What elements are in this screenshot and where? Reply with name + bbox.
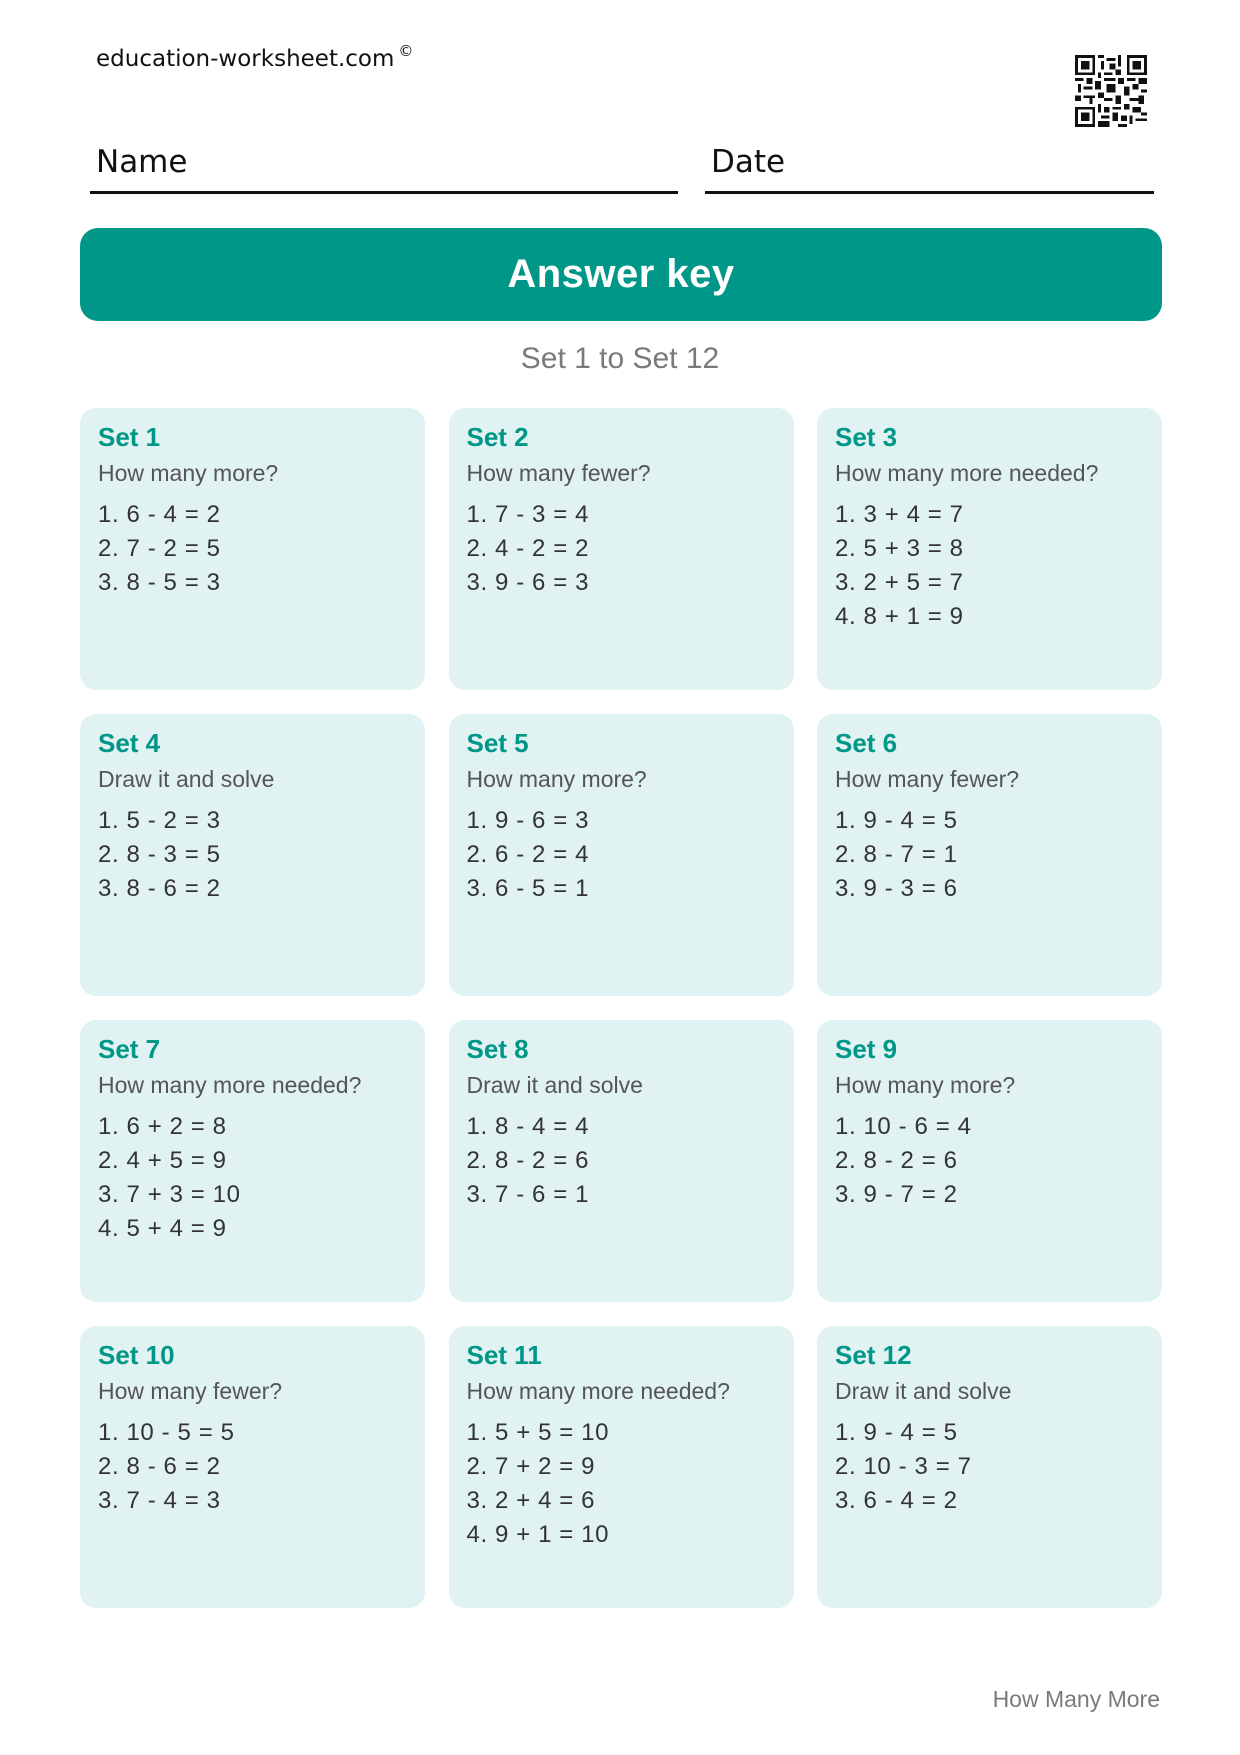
set-title: Set 12	[835, 1340, 912, 1370]
set-subtitle: How many more?	[98, 460, 279, 486]
problem-item: 2. 7 - 2 = 5	[98, 535, 221, 562]
set-card	[817, 714, 1162, 996]
problem-item: 1. 5 + 5 = 10	[466, 1419, 610, 1446]
set-subtitle: How many more needed?	[835, 460, 1099, 486]
problem-item: 2. 10 - 3 = 7	[835, 1453, 972, 1480]
answer-sets-grid	[80, 408, 1162, 1608]
set-subtitle: How many more needed?	[98, 1072, 362, 1098]
set-card	[80, 1020, 425, 1302]
set-card	[80, 714, 425, 996]
set-subtitle: Draw it and solve	[466, 1072, 643, 1098]
problem-item: 1. 10 - 6 = 4	[835, 1113, 972, 1140]
set-title: Set 4	[98, 728, 161, 758]
set-card	[817, 1020, 1162, 1302]
set-card	[449, 714, 794, 996]
problem-item: 2. 4 + 5 = 9	[98, 1147, 227, 1174]
set-subtitle: How many more needed?	[466, 1378, 730, 1404]
name-label: Name	[96, 144, 188, 180]
set-title: Set 3	[835, 422, 898, 452]
problem-list	[467, 1110, 776, 1212]
set-title: Set 6	[835, 728, 898, 758]
set-title: Set 8	[466, 1034, 529, 1064]
problem-item: 3. 7 - 6 = 1	[466, 1181, 590, 1208]
sets-range-subtitle: Set 1 to Set 12	[520, 342, 720, 375]
problem-item: 1. 5 - 2 = 3	[98, 807, 221, 834]
problem-item: 3. 9 - 3 = 6	[835, 875, 958, 902]
set-subtitle: How many fewer?	[98, 1378, 283, 1404]
problem-item: 3. 7 - 4 = 3	[98, 1487, 221, 1514]
problem-item: 2. 4 - 2 = 2	[466, 535, 590, 562]
problem-item: 2. 7 + 2 = 9	[466, 1453, 596, 1480]
problem-list	[835, 498, 1144, 634]
set-card	[817, 408, 1162, 690]
problem-item: 3. 6 - 4 = 2	[835, 1487, 958, 1514]
set-subtitle: How many more?	[466, 766, 647, 792]
problem-list	[98, 804, 407, 906]
problem-item: 1. 3 + 4 = 7	[835, 501, 964, 528]
set-subtitle: Draw it and solve	[98, 766, 275, 792]
problem-item: 3. 9 - 6 = 3	[466, 569, 590, 596]
set-title: Set 10	[98, 1340, 175, 1370]
problem-list	[835, 804, 1144, 906]
set-title: Set 2	[466, 422, 529, 452]
date-field[interactable]	[705, 140, 1154, 194]
set-card	[449, 1020, 794, 1302]
set-card	[80, 1326, 425, 1608]
problem-item: 2. 8 - 7 = 1	[835, 841, 958, 868]
copyright-symbol: ©	[398, 42, 414, 60]
set-title: Set 5	[466, 728, 529, 758]
problem-item: 1. 9 - 4 = 5	[835, 807, 958, 834]
name-field[interactable]	[90, 140, 678, 194]
set-subtitle: How many more?	[835, 1072, 1016, 1098]
problem-item: 3. 7 + 3 = 10	[98, 1181, 241, 1208]
set-title: Set 1	[98, 422, 161, 452]
problem-item: 1. 8 - 4 = 4	[466, 1113, 590, 1140]
set-subtitle: How many fewer?	[835, 766, 1020, 792]
problem-item: 2. 6 - 2 = 4	[466, 841, 590, 868]
problem-item: 1. 6 - 4 = 2	[98, 501, 221, 528]
set-title: Set 11	[466, 1340, 542, 1370]
set-card	[449, 408, 794, 690]
set-card	[449, 1326, 794, 1608]
problem-list	[467, 804, 776, 906]
problem-list	[98, 498, 407, 600]
problem-item: 2. 8 - 2 = 6	[835, 1147, 958, 1174]
set-subtitle: Draw it and solve	[835, 1378, 1012, 1404]
problem-list	[98, 1416, 407, 1518]
problem-list	[98, 1110, 407, 1246]
problem-list	[467, 1416, 776, 1552]
set-card	[817, 1326, 1162, 1608]
problem-item: 1. 10 - 5 = 5	[98, 1419, 235, 1446]
set-title: Set 9	[835, 1034, 898, 1064]
set-title: Set 7	[98, 1034, 161, 1064]
banner-title: Answer key	[507, 252, 735, 296]
worksheet-footer: How Many More	[992, 1686, 1160, 1712]
problem-list	[467, 498, 776, 600]
problem-item: 2. 8 - 2 = 6	[466, 1147, 590, 1174]
problem-item: 1. 7 - 3 = 4	[466, 501, 590, 528]
problem-item: 3. 2 + 4 = 6	[466, 1487, 596, 1514]
set-subtitle: How many fewer?	[466, 460, 651, 486]
problem-item: 1. 6 + 2 = 8	[98, 1113, 227, 1140]
problem-item: 3. 8 - 6 = 2	[98, 875, 221, 902]
problem-item: 2. 8 - 6 = 2	[98, 1453, 221, 1480]
problem-item: 2. 8 - 3 = 5	[98, 841, 221, 868]
problem-item: 3. 2 + 5 = 7	[835, 569, 964, 596]
problem-item: 3. 9 - 7 = 2	[835, 1181, 958, 1208]
set-card	[80, 408, 425, 690]
problem-item: 4. 9 + 1 = 10	[466, 1521, 610, 1548]
date-label: Date	[711, 144, 786, 180]
site-credit	[96, 42, 414, 72]
problem-item: 3. 8 - 5 = 3	[98, 569, 221, 596]
problem-item: 1. 9 - 4 = 5	[835, 1419, 958, 1446]
site-name: education-worksheet.com	[96, 46, 395, 72]
problem-list	[835, 1416, 1144, 1518]
problem-item: 3. 6 - 5 = 1	[466, 875, 590, 902]
problem-item: 1. 9 - 6 = 3	[466, 807, 590, 834]
problem-item: 4. 5 + 4 = 9	[98, 1215, 227, 1242]
answer-key-banner	[80, 228, 1162, 321]
problem-list	[835, 1110, 1144, 1212]
problem-item: 2. 5 + 3 = 8	[835, 535, 964, 562]
qr-code-icon	[1075, 55, 1147, 127]
problem-item: 4. 8 + 1 = 9	[835, 603, 964, 630]
